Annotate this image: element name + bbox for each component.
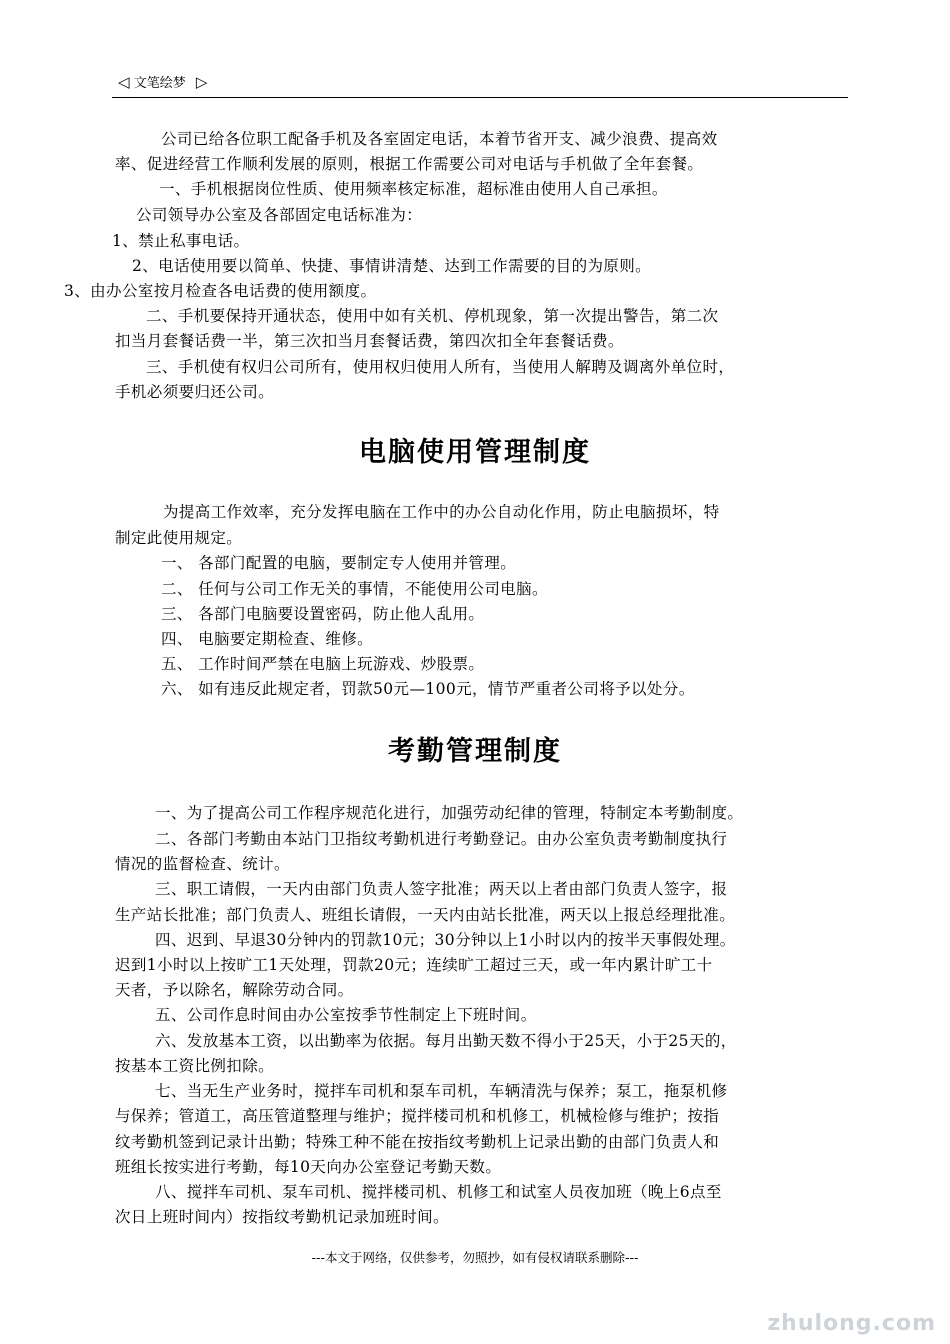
paragraph-line: 五、 工作时间严禁在电脑上玩游戏、炒股票。 (161, 655, 485, 673)
page-header (118, 72, 207, 91)
paragraph-line: 扣当月套餐话费一半，第三次扣当月套餐话费，第四次扣全年套餐话费。 (115, 332, 624, 350)
paragraph-line: 公司领导办公室及各部固定电话标准为： (136, 206, 423, 224)
header-title: 文笔绘梦 (133, 76, 186, 91)
left-triangle-icon: ◁ (118, 73, 130, 91)
paragraph-line: 迟到1小时以上按旷工1天处理，罚款20元；连续旷工超过三天，或一年内累计旷工十 (115, 956, 713, 974)
paragraph-line: 公司已给各位职工配备手机及各室固定电话，本着节省开支、减少浪费、提高效 (161, 130, 718, 148)
paragraph-line: 三、手机使有权归公司所有，使用权归使用人所有，当使用人解聘及调离外单位时， (146, 358, 735, 376)
paragraph-line: 八、搅拌车司机、泵车司机、搅拌楼司机、机修工和试室人员夜加班（晚上6点至 (155, 1183, 722, 1201)
paragraph-line: 二、 任何与公司工作无关的事情，不能使用公司电脑。 (161, 580, 548, 598)
paragraph-line: 七、当无生产业务时，搅拌车司机和泵车司机，车辆清洗与保养；泵工，拖泵机修 (155, 1082, 728, 1100)
paragraph-line: 按基本工资比例扣除。 (115, 1057, 275, 1075)
paragraph-line: 纹考勤机签到记录计出勤；特殊工种不能在按指纹考勤机上记录出勤的由部门负责人和 (115, 1133, 720, 1151)
disclaimer-footer: ---本文于网络，仅供参考，勿照抄，如有侵权请联系删除--- (311, 1250, 639, 1265)
paragraph-line: 六、 如有违反此规定者，罚款50元—100元，情节严重者公司将予以处分。 (161, 680, 695, 698)
header-divider (112, 97, 848, 98)
paragraph-line: 六、发放基本工资，以出勤率为依据。每月出勤天数不得小于25天，小于25天的， (155, 1032, 737, 1050)
right-triangle-icon: ▷ (195, 73, 208, 91)
paragraph-line: 一、为了提高公司工作程序规范化进行，加强劳动纪律的管理，特制定本考勤制度。 (155, 804, 744, 822)
paragraph-line: 2、电话使用要以简单、快捷、事情讲清楚、达到工作需要的目的为原则。 (132, 257, 652, 275)
paragraph-line: 制定此使用规定。 (115, 529, 243, 547)
paragraph-line: 与保养；管道工，高压管道整理与维护；搅拌楼司机和机修工，机械检修与维护；按指 (115, 1107, 720, 1125)
paragraph-line: 1、禁止私事电话。 (112, 232, 250, 250)
paragraph-line: 次日上班时间内）按指纹考勤机记录加班时间。 (115, 1208, 449, 1226)
paragraph-line: 二、手机要保持开通状态，使用中如有关机、停机现象，第一次提出警告，第二次 (146, 307, 719, 325)
paragraph-line: 情况的监督检查、统计。 (115, 855, 290, 873)
paragraph-line: 天者，予以除名，解除劳动合同。 (115, 981, 354, 999)
site-watermark: zhulong.com (767, 1311, 936, 1336)
paragraph-line: 班组长按实进行考勤，每10天向办公室登记考勤天数。 (115, 1158, 502, 1176)
paragraph-line: 一、 各部门配置的电脑，要制定专人使用并管理。 (161, 554, 517, 572)
paragraph-line: 3、由办公室按月检查各电话费的使用额度。 (64, 282, 377, 300)
paragraph-line: 二、各部门考勤由本站门卫指纹考勤机进行考勤登记。由办公室负责考勤制度执行 (155, 830, 728, 848)
computer-policy-title: 电脑使用管理制度 (359, 437, 591, 468)
paragraph-line: 五、公司作息时间由办公室按季节性制定上下班时间。 (155, 1006, 537, 1024)
paragraph-line: 率、促进经营工作顺利发展的原则，根据工作需要公司对电话与手机做了全年套餐。 (115, 155, 704, 173)
paragraph-line: 三、 各部门电脑要设置密码，防止他人乱用。 (161, 605, 485, 623)
paragraph-line: 为提高工作效率，充分发挥电脑在工作中的办公自动化作用，防止电脑损坏，特 (163, 503, 720, 521)
paragraph-line: 手机必须要归还公司。 (115, 383, 275, 401)
paragraph-line: 生产站长批准；部门负责人、班组长请假，一天内由站长批准，两天以上报总经理批准。 (115, 906, 736, 924)
attendance-policy-title: 考勤管理制度 (388, 736, 562, 767)
paragraph-line: 四、 电脑要定期检查、维修。 (161, 630, 374, 648)
paragraph-line: 四、迟到、早退30分钟内的罚款10元；30分钟以上1小时以内的按半天事假处理。 (155, 931, 736, 949)
paragraph-line: 三、职工请假，一天内由部门负责人签字批准；两天以上者由部门负责人签字，报 (155, 880, 728, 898)
paragraph-line: 一、手机根据岗位性质、使用频率核定标准，超标准由使用人自己承担。 (159, 180, 668, 198)
